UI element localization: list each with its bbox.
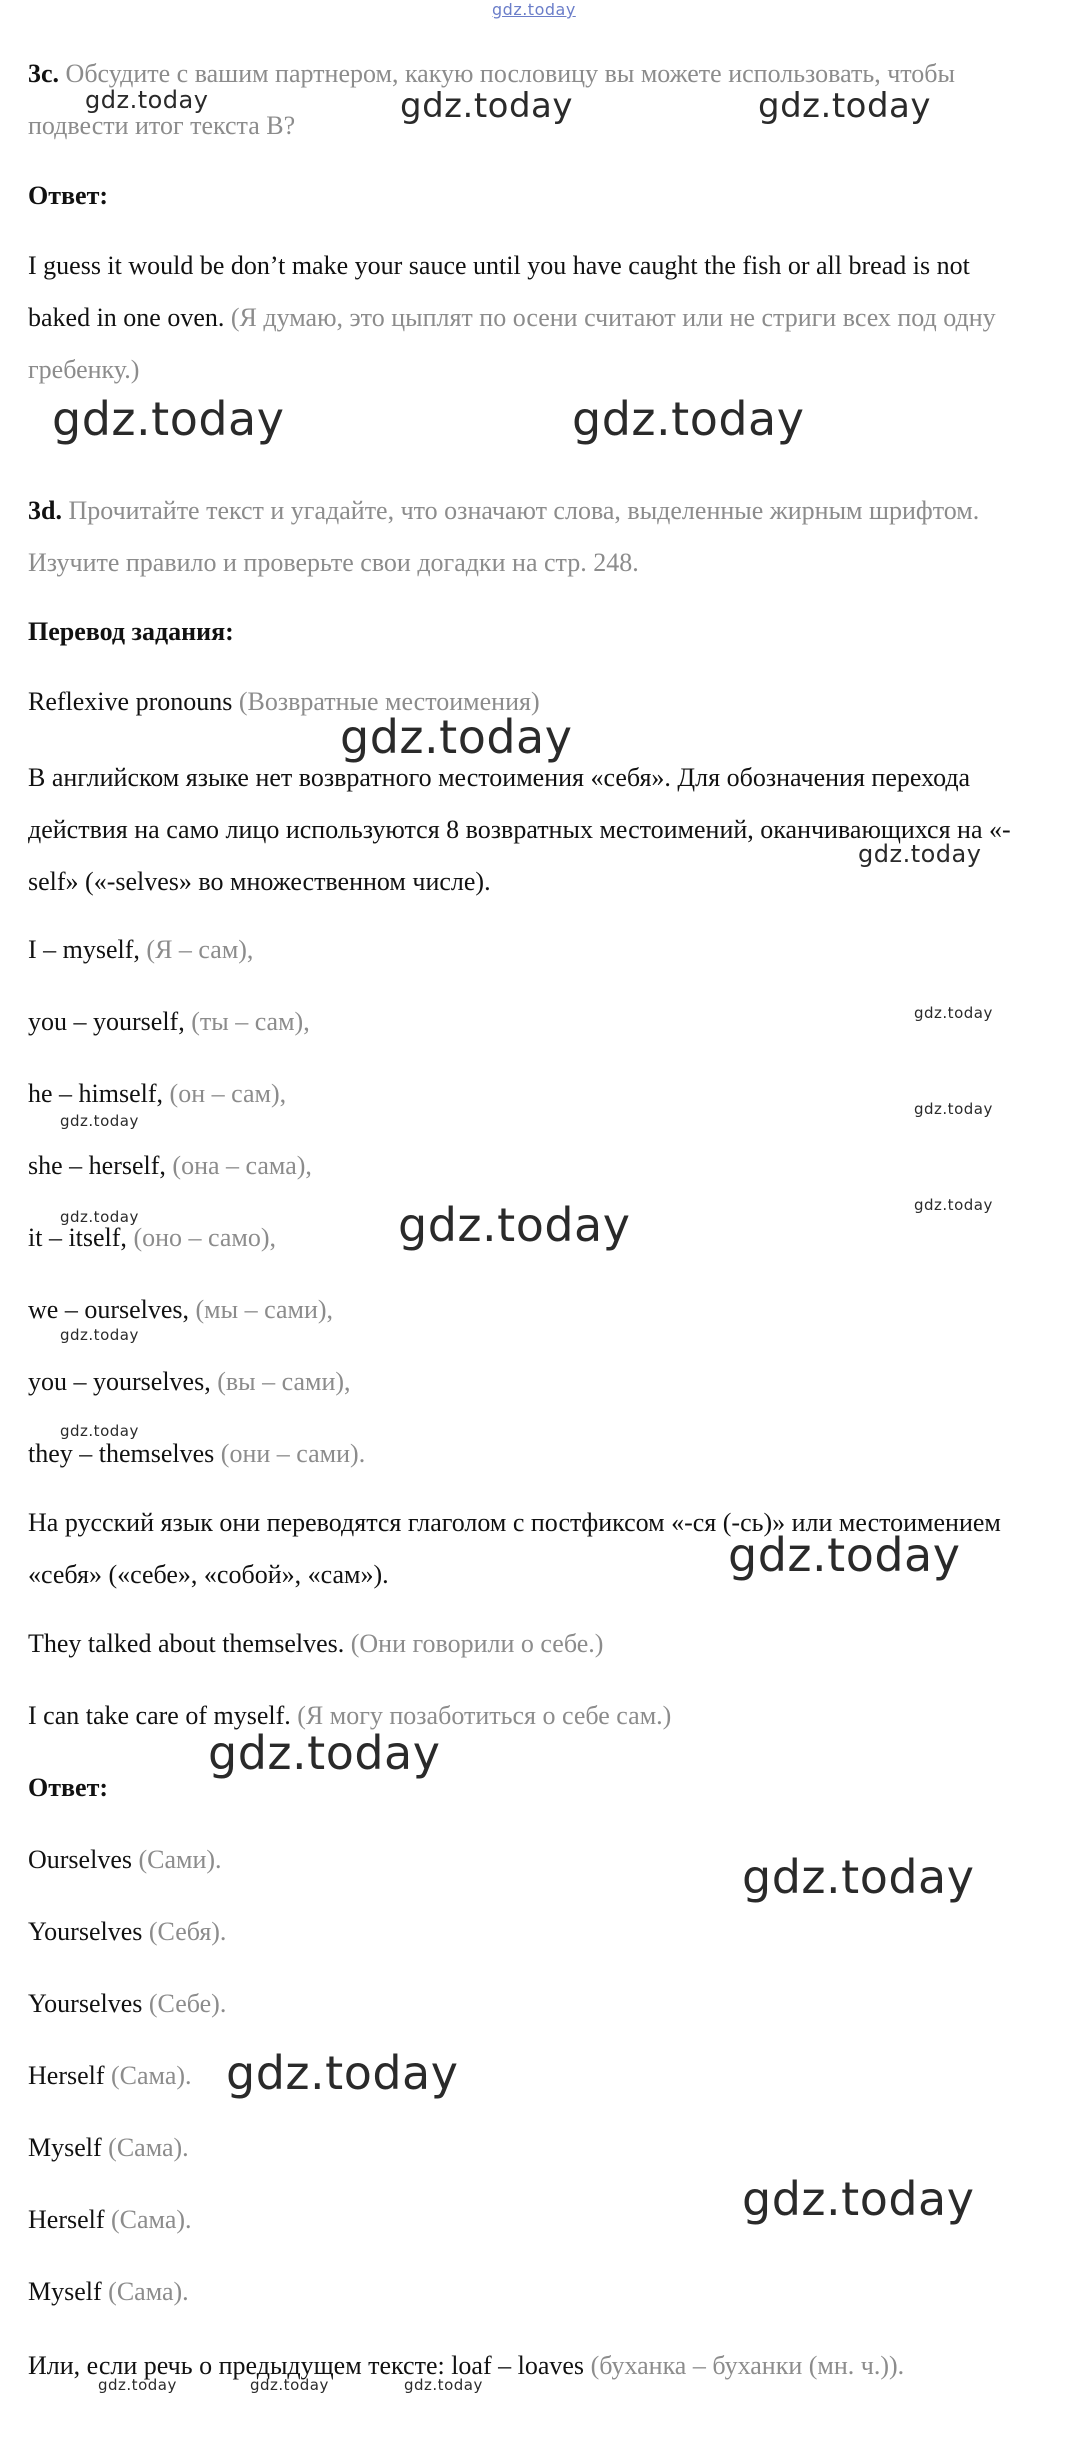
watermark: gdz.today xyxy=(914,1004,993,1022)
watermark: gdz.today xyxy=(758,86,931,126)
answer-heading-2: Ответ: xyxy=(28,1773,109,1802)
pronoun-ru: (оно – само), xyxy=(133,1223,277,1252)
answer-1-text xyxy=(28,240,1038,396)
answer-item-ru: (Сама). xyxy=(111,2061,192,2090)
pronoun-en: it – itself, xyxy=(28,1223,127,1252)
answer-item-ru: (Сами). xyxy=(138,1845,222,1874)
answer-item xyxy=(28,2266,1038,2318)
example-en: I can take care of myself. xyxy=(28,1701,291,1730)
watermark: gdz.today xyxy=(400,86,573,126)
answer-item-en: Yourselves xyxy=(28,1917,143,1946)
pronoun-ru: (вы – сами), xyxy=(217,1367,351,1396)
task-3d-label: 3d. xyxy=(28,496,62,525)
task-3c-label: 3c. xyxy=(28,59,60,88)
watermark: gdz.today xyxy=(398,1198,631,1252)
pronoun-ru: (она – сама), xyxy=(172,1151,312,1180)
answer-item-ru: (Сама). xyxy=(111,2205,192,2234)
pronoun-ru: (мы – сами), xyxy=(195,1295,334,1324)
pronoun-row xyxy=(28,1140,1038,1192)
task-3d xyxy=(28,485,1038,589)
pronoun-ru: (ты – сам), xyxy=(191,1007,310,1036)
example-row xyxy=(28,1618,1038,1670)
answer-item-en: Yourselves xyxy=(28,1989,143,2018)
watermark: gdz.today xyxy=(250,2376,329,2394)
answer-item-en: Ourselves xyxy=(28,1845,132,1874)
answer-item-ru: (Себе). xyxy=(148,1989,227,2018)
pronoun-ru: (Я – сам), xyxy=(146,935,254,964)
translation-heading: Перевод задания: xyxy=(28,617,234,646)
answer-item xyxy=(28,1978,1038,2030)
example-ru: (Они говорили о себе.) xyxy=(350,1629,604,1658)
watermark: gdz.today xyxy=(208,1726,441,1780)
answer-item-ru: (Сама). xyxy=(108,2277,189,2306)
watermark: gdz.today xyxy=(340,710,573,764)
pronoun-en: they – themselves xyxy=(28,1439,215,1468)
answer-heading-1: Ответ: xyxy=(28,181,109,210)
pronoun-row xyxy=(28,1356,1038,1408)
answer-item-en: Myself xyxy=(28,2133,102,2162)
final-note xyxy=(28,2340,1038,2392)
example-ru: (Я могу позаботиться о себе сам.) xyxy=(297,1701,672,1730)
intro-paragraph: В английском языке нет возвратного местоимения «себя». Для обозначения перехода действия на само лицо используются 8 возвратных местоимений, оканчивающихся на «-self» («-selves» во множественном числе). xyxy=(28,763,1011,896)
task-3d-text: Прочитайте текст и угадайте, что означают слова, выделенные жирным шрифтом. Изучите правило и проверьте свои догадки на стр. 248. xyxy=(28,496,980,577)
watermark: gdz.today xyxy=(728,1528,961,1582)
reflexive-ru: (Возвратные местоимения) xyxy=(238,687,540,716)
watermark: gdz.today xyxy=(60,1208,139,1226)
pronoun-row xyxy=(28,1284,1038,1336)
pronoun-en: we – ourselves, xyxy=(28,1295,190,1324)
watermark: gdz.today xyxy=(742,2172,975,2226)
pronoun-en: she – herself, xyxy=(28,1151,166,1180)
answer-item xyxy=(28,2122,1038,2174)
example-en: They talked about themselves. xyxy=(28,1629,345,1658)
final-en: Или, если речь о предыдущем тексте: loaf – loaves xyxy=(28,2351,585,2380)
watermark: gdz.today xyxy=(52,392,285,446)
answer-item xyxy=(28,1906,1038,1958)
watermark: gdz.today xyxy=(226,2046,459,2100)
pronoun-ru: (он – сам), xyxy=(169,1079,287,1108)
watermark: gdz.today xyxy=(572,392,805,446)
watermark: gdz.today xyxy=(858,840,982,868)
pronoun-en: he – himself, xyxy=(28,1079,164,1108)
watermark: gdz.today xyxy=(60,1422,139,1440)
watermark: gdz.today xyxy=(914,1100,993,1118)
pronoun-en: you – yourselves, xyxy=(28,1367,211,1396)
watermark-top[interactable]: gdz.today xyxy=(492,0,576,19)
answer-item-en: Myself xyxy=(28,2277,102,2306)
watermark: gdz.today xyxy=(60,1112,139,1130)
answer-1-ru: (Я думаю, это цыплят по осени считают или не стриги всех под одну гребенку.) xyxy=(28,303,996,384)
answer-item-en: Herself xyxy=(28,2061,105,2090)
example-row xyxy=(28,1690,1038,1742)
postfix-note: На русский язык они переводятся глаголом с постфиксом «-ся (-сь)» или местоимением «себя» («себе», «собой», «сам»). xyxy=(28,1508,1001,1589)
watermark: gdz.today xyxy=(60,1326,139,1344)
watermark: gdz.today xyxy=(404,2376,483,2394)
pronoun-row xyxy=(28,996,1038,1048)
pronoun-row xyxy=(28,924,1038,976)
watermark: gdz.today xyxy=(914,1196,993,1214)
pronoun-ru: (они – сами). xyxy=(220,1439,366,1468)
answer-item-en: Herself xyxy=(28,2205,105,2234)
pronoun-en: you – yourself, xyxy=(28,1007,185,1036)
watermark: gdz.today xyxy=(742,1850,975,1904)
watermark: gdz.today xyxy=(85,86,209,114)
answer-1-en: I guess it would be don’t make your sauce until you have caught the fish or all bread is not baked in one oven. xyxy=(28,251,970,332)
answer-item-ru: (Сама). xyxy=(108,2133,189,2162)
reflexive-en: Reflexive pronouns xyxy=(28,687,233,716)
task-3c-text: Обсудите с вашим партнером, какую пословицу вы можете использовать, чтобы подвести итог текста B? xyxy=(28,59,955,140)
pronoun-en: I – myself, xyxy=(28,935,140,964)
answer-item-ru: (Себя). xyxy=(148,1917,227,1946)
answer-item xyxy=(28,2050,1038,2102)
pronoun-row xyxy=(28,1068,1038,1120)
watermark: gdz.today xyxy=(98,2376,177,2394)
final-ru: (буханка – буханки (мн. ч.)). xyxy=(590,2351,905,2380)
pronoun-row xyxy=(28,1428,1038,1480)
